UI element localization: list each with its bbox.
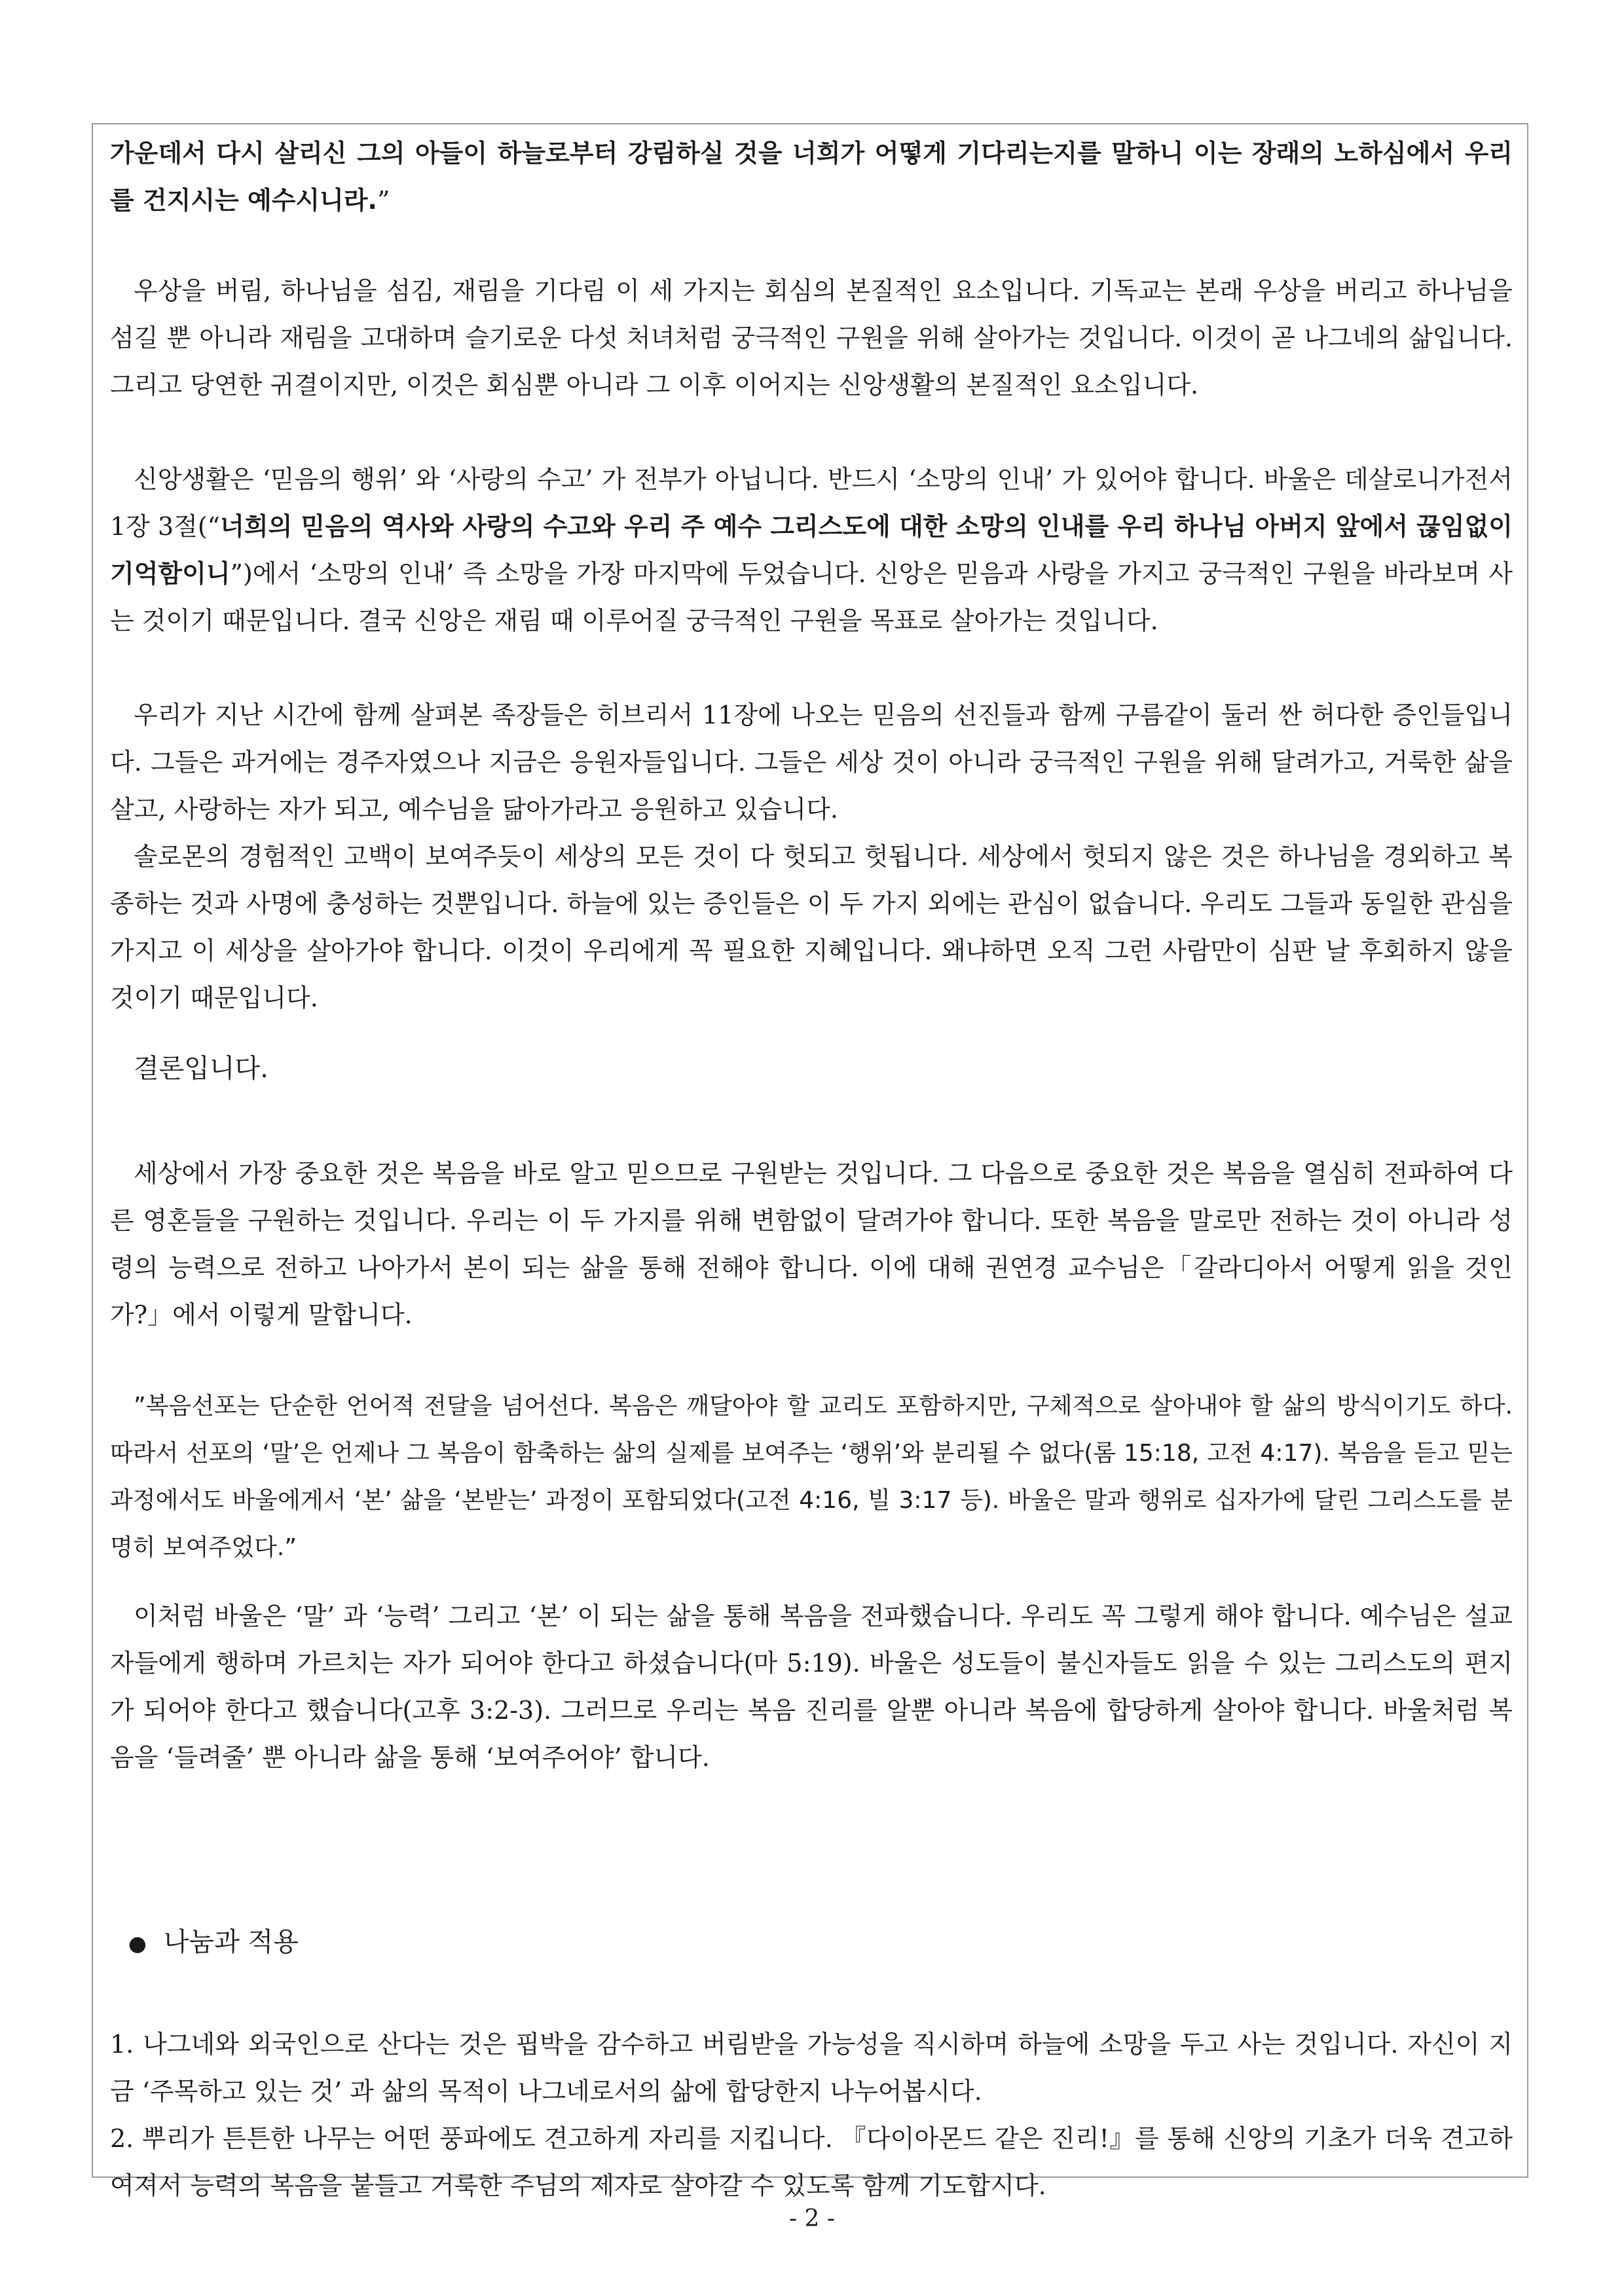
paragraph-text-after: ”)에서 ‘소망의 인내’ 즉 소망을 가장 마지막에 두었습니다. 신앙은 믿음과 사랑을 가지고 궁극적인 구원을 바라보며 사는 것이기 때문입니다. 결국 신앙은 재림 때 이루어질 궁극적인 구원을 목표로 살아가는 것입니다.	[110, 559, 1513, 635]
paragraph-solomon: 솔로몬의 경험적인 고백이 보여주듯이 세상의 모든 것이 다 헛되고 헛됩니다. 세상에서 헛되지 않은 것은 하나님을 경외하고 복종하는 것과 사명에 충성하는 것뿐입니다. 하늘에 있는 증인들은 이 두 가지 외에는 관심이 없습니다. 우리도 그들과 동일한 관심을 가지고 이 세상을 살아가야 합니다. 이것이 우리에게 꼭 필요한 지혜입니다. 왜냐하면 오직 그런 사람만이 심판 날 후회하지 않을 것이기 때문입니다.	[110, 842, 1513, 1012]
paragraph-conversion-elements: 우상을 버림, 하나님을 섬김, 재림을 기다림 이 세 가지는 회심의 본질적인 요소입니다. 기독교는 본래 우상을 버리고 하나님을 섬길 뿐 아니라 재림을 고대하며 슬기로운 다섯 처녀처럼 궁극적인 구원을 위해 살아가는 것입니다. 이것이 곧 나그네의 삶입니다. 그리고 당연한 귀결이지만, 이것은 회심뿐 아니라 그 이후 이어지는 신앙생활의 본질적인 요소입니다.	[110, 276, 1513, 399]
paragraph-gospel-proclamation: 세상에서 가장 중요한 것은 복음을 바로 알고 믿으므로 구원받는 것입니다. 그 다음으로 중요한 것은 복음을 열심히 전파하여 다른 영혼들을 구원하는 것입니다. 우리는 이 두 가지를 위해 변함없이 달려가야 합니다. 또한 복음을 말로만 전하는 것이 아니라 성령의 능력으로 전하고 나아가서 본이 되는 삶을 통해 전해야 합니다. 이에 대해 권연경 교수님은「갈라디아서 어떻게 읽을 것인가?」에서 이렇게 말합니다.	[110, 1159, 1513, 1329]
conclusion-heading: 결론입니다.	[134, 1054, 268, 1084]
list-item: 1. 나그네와 외국인으로 산다는 것은 핍박을 감수하고 버림받을 가능성을 직시하며 하늘에 소망을 두고 사는 것입니다. 자신이 지금 ‘주목하고 있는 것’ 과 삶의 목적이 나그네로서의 삶에 합당한지 나누어봅시다.	[110, 2030, 1513, 2106]
bullet-icon: ●	[128, 1931, 147, 1956]
list-item: 2. 뿌리가 튼튼한 나무는 어떤 풍파에도 견고하게 자리를 지킵니다. 『다이아몬드 같은 진리!』를 통해 신앙의 기초가 더욱 견고하여져서 능력의 복음을 붙들고 거룩한 주님의 제자로 살아갈 수 있도록 함께 기도합시다.	[110, 2124, 1513, 2200]
paragraph-witnesses: 우리가 지난 시간에 함께 살펴본 족장들은 히브리서 11장에 나오는 믿음의 선진들과 함께 구름같이 둘러 싼 허다한 증인들입니다. 그들은 과거에는 경주자였으나 지금은 응원자들입니다. 그들은 세상 것이 아니라 궁극적인 구원을 위해 달려가고, 거룩한 삶을 살고, 사랑하는 자가 되고, 예수님을 닮아가라고 응원하고 있습니다.	[110, 701, 1513, 824]
section-title: 나눔과 적용	[163, 1927, 299, 1957]
scripture-quote: 가운데서 다시 살리신 그의 아들이 하늘로부터 강림하실 것을 너희가 어떻게 기다리는지를 말하니 이는 장래의 노하심에서 우리를 건지시는 예수시니라.	[110, 139, 1513, 215]
section-sharing-application	[128, 1919, 1531, 1967]
closing-quote-mark: ”	[377, 186, 390, 215]
paragraph-text-before: 신앙생활은 ‘믿음의 행위’ 와 ‘사랑의 수고’ 가 전부가 아닙니다. 반드시 ‘소망의 인내’ 가 있어야 합니다. 바울은 데살로니가전서 1장 3절(“	[110, 465, 1513, 541]
block-quote-kwon: ”복음선포는 단순한 언어적 전달을 넘어선다. 복음은 깨달아야 할 교리도 포함하지만, 구체적으로 살아내야 할 삶의 방식이기도 하다. 따라서 선포의 ‘말’은 언제나 그 복음이 함축하는 삶의 실제를 보여주는 ‘행위’와 분리될 수 없다(롬 15:18, 고전 4:17). 복음을 듣고 믿는 과정에서도 바울에게서 ‘본’ 삶을 ‘본받는’ 과정이 포함되었다(고전 4:16, 빌 3:17 등). 바울은 말과 행위로 십자가에 달린 그리스도를 분명히 보여주었다.”	[110, 1393, 1513, 1561]
paragraph-word-power-example: 이처럼 바울은 ‘말’ 과 ‘능력’ 그리고 ‘본’ 이 되는 삶을 통해 복음을 전파했습니다. 우리도 꼭 그렇게 해야 합니다. 예수님은 설교자들에게 행하며 가르치는 자가 되어야 한다고 하셨습니다(마 5:19). 바울은 성도들이 불신자들도 읽을 수 있는 그리스도의 편지가 되어야 한다고 했습니다(고후 3:2-3). 그러므로 우리는 복음 진리를 알뿐 아니라 복음에 합당하게 살아야 합니다. 바울처럼 복음을 ‘들려줄’ 뿐 아니라 삶을 통해 ‘보여주어야’ 합니다.	[110, 1602, 1513, 1772]
paragraph-patience-of-hope	[110, 456, 1513, 644]
page-number: - 2 -	[788, 2205, 836, 2232]
verse-quote-1thess: 너희의 믿음의 역사와 사랑의 수고와 우리 주 예수 그리스도에 대한 소망의 인내를 우리 하나님 아버지 앞에서 끊임없이 기억함이니	[110, 512, 1513, 588]
scripture-continuation	[110, 130, 1513, 224]
